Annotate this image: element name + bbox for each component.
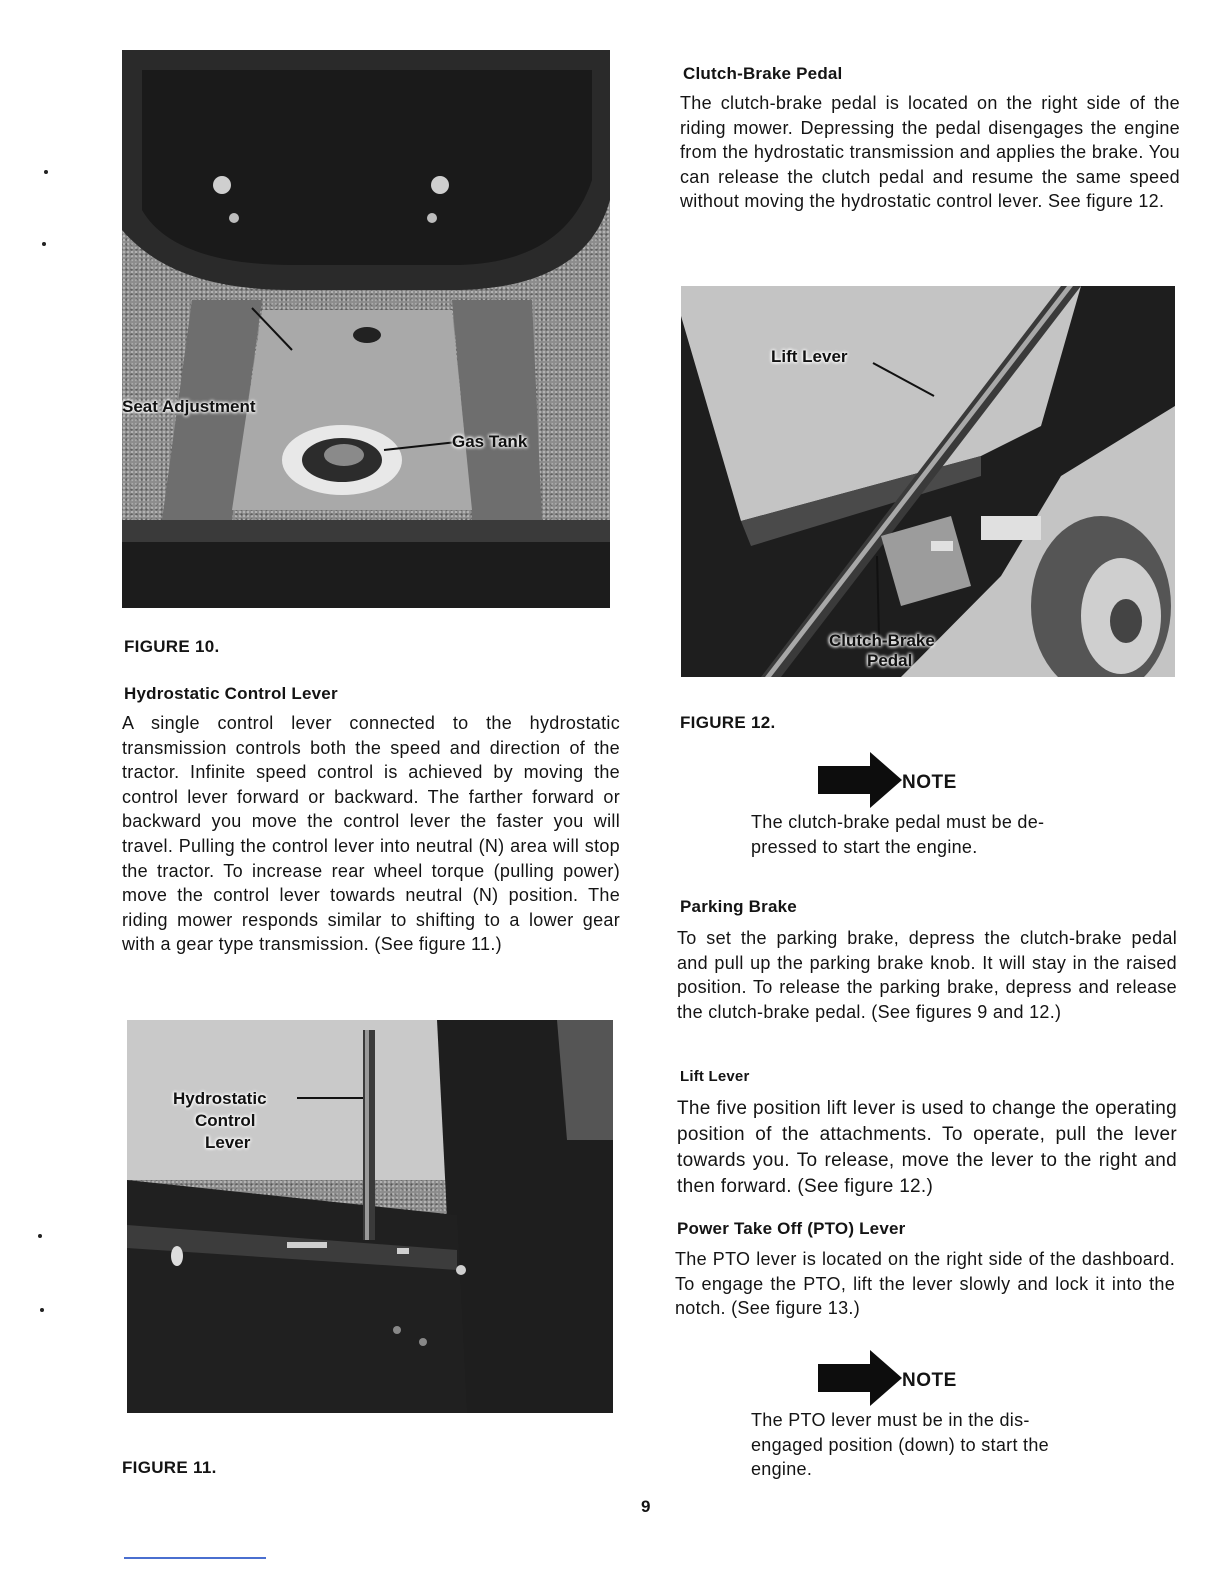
note-2-text: The PTO lever must be in the dis- engaged position (down) to start the engine. [751, 1410, 1049, 1480]
clutch-brake-pedal-label-2: Pedal [867, 651, 913, 670]
hydrostatic-lever-label-2: Control [195, 1111, 256, 1130]
gas-tank-label: Gas Tank [452, 432, 528, 451]
note-arrow-icon [818, 1350, 908, 1406]
figure-11-photo [127, 1020, 613, 1413]
parking-brake-body: To set the parking brake, depress the clutch-brake pedal and pull up the parking brake knob. It will stay in the raised position. To release the parking brake, depress and release the clutch-brake pedal. (See figures 9 and 12.) [677, 928, 1177, 1022]
page-number: 9 [641, 1497, 651, 1516]
note-1-label: NOTE [902, 772, 957, 793]
parking-brake-heading: Parking Brake [680, 897, 797, 916]
margin-speck [44, 170, 48, 174]
hydrostatic-lever-label-3: Lever [205, 1133, 251, 1152]
figure-10-photo [122, 50, 610, 608]
bottom-rule [124, 1557, 266, 1559]
note-2-label: NOTE [902, 1370, 957, 1391]
lift-lever-label: Lift Lever [771, 347, 848, 366]
hydrostatic-heading: Hydrostatic Control Lever [124, 684, 338, 703]
hydrostatic-body: A single control lever connected to the hydrostatic transmission controls both the speed and direction of the tractor. Infinite speed control is achieved by moving the control lever forward or backward. The farther forward or backward you move the control lever the faster you will travel. Pulling the control lever into neutral (N) area will stop the tractor. To increase rear wheel torque (pulling power) move the control lever towards neutral (N) position. The riding mower responds similar to shifting to a lower gear with a gear type transmission. (See figure 11.) [122, 713, 620, 955]
lift-lever-heading: Lift Lever [680, 1068, 750, 1085]
note-2 [818, 1350, 1018, 1410]
clutch-brake-heading: Clutch-Brake Pedal [683, 64, 843, 83]
figure-12-caption: FIGURE 12. [680, 713, 776, 732]
pto-heading: Power Take Off (PTO) Lever [677, 1219, 906, 1238]
seat-adjustment-label: Seat Adjustment [122, 397, 256, 416]
lift-lever-body: The five position lift lever is used to change the operating position of the attachments. To operate, pull the lever towards you. To release, move the lever to the right and then forward. (See figure 12.) [677, 1098, 1177, 1197]
margin-speck [42, 242, 46, 246]
figure-10-caption: FIGURE 10. [124, 637, 220, 656]
note-1-text: The clutch-brake pedal must be de- pressed to start the engine. [751, 812, 1045, 857]
clutch-brake-body: The clutch-brake pedal is located on the right side of the riding mower. Depressing the pedal disengages the engine from the hydrostatic transmission and applies the brake. You can release the clutch pedal and resume the same speed without moving the hydrostatic control lever. See figure 12. [680, 93, 1180, 212]
figure-12-photo [681, 286, 1175, 677]
note-arrow-icon [818, 752, 908, 808]
hydrostatic-lever-label-1: Hydrostatic [173, 1089, 267, 1108]
margin-speck [38, 1234, 42, 1238]
pto-body: The PTO lever is located on the right side of the dashboard. To engage the PTO, lift the lever slowly and lock it into the notch. (See figure 13.) [675, 1249, 1175, 1319]
margin-speck [40, 1308, 44, 1312]
clutch-brake-pedal-label-1: Clutch-Brake [829, 631, 935, 650]
figure-11-caption: FIGURE 11. [122, 1458, 217, 1477]
note-1 [818, 752, 1018, 812]
